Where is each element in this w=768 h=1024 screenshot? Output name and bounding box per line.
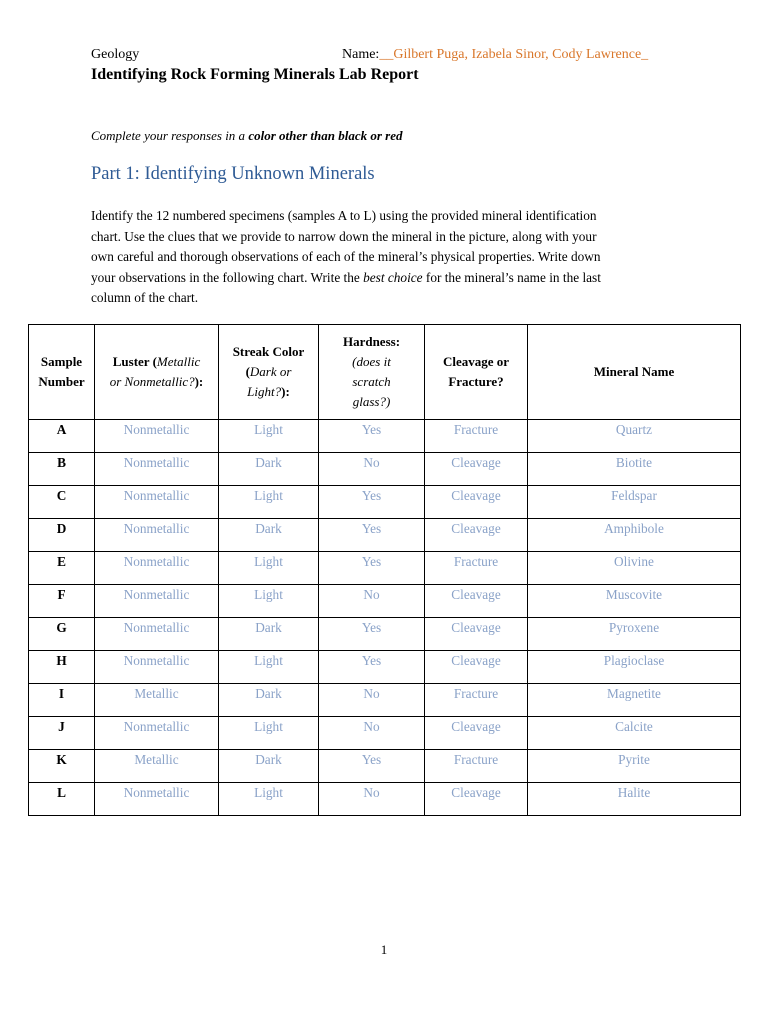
instructions <box>91 128 403 144</box>
streak-cell: Light <box>219 651 319 684</box>
table-row <box>29 618 741 651</box>
mineral-cell: Olivine <box>528 552 741 585</box>
sample-cell: I <box>29 684 95 717</box>
table-row <box>29 585 741 618</box>
mineral-cell: Biotite <box>528 453 741 486</box>
luster-cell: Nonmetallic <box>95 717 219 750</box>
sample-cell: E <box>29 552 95 585</box>
luster-cell: Metallic <box>95 750 219 783</box>
cleavage-cell: Fracture <box>425 420 528 453</box>
luster-cell: Nonmetallic <box>95 486 219 519</box>
header-cleavage: Cleavage or Fracture? <box>425 325 528 420</box>
mineral-cell: Feldspar <box>528 486 741 519</box>
student-names: __Gilbert Puga, Izabela Sinor, Cody Lawrence_ <box>379 47 649 62</box>
streak-cell: Dark <box>219 684 319 717</box>
header-sample: Sample Number <box>29 325 95 420</box>
luster-cell: Nonmetallic <box>95 420 219 453</box>
instructions-emphasis: color other than black or red <box>248 128 403 143</box>
para-italic: best choice <box>363 269 423 285</box>
table-row <box>29 750 741 783</box>
hardness-cell: Yes <box>319 552 425 585</box>
mineral-cell: Muscovite <box>528 585 741 618</box>
luster-cell: Nonmetallic <box>95 519 219 552</box>
cleavage-cell: Cleavage <box>425 618 528 651</box>
hardness-cell: No <box>319 585 425 618</box>
hardness-cell: Yes <box>319 519 425 552</box>
mineral-cell: Pyrite <box>528 750 741 783</box>
para-line: Identify the 12 numbered specimens (samples A to L) using the provided mineral identification <box>91 208 597 223</box>
part1-heading: Part 1: Identifying Unknown Minerals <box>91 164 375 184</box>
luster-cell: Nonmetallic <box>95 651 219 684</box>
sample-cell: G <box>29 618 95 651</box>
luster-cell: Nonmetallic <box>95 618 219 651</box>
cleavage-cell: Cleavage <box>425 717 528 750</box>
streak-cell: Dark <box>219 453 319 486</box>
para-line: column of the chart. <box>91 290 199 305</box>
table-body <box>29 420 741 816</box>
para-line: chart. Use the clues that we provide to narrow down the mineral in the picture, along with your <box>91 228 597 244</box>
sample-cell: A <box>29 420 95 453</box>
sample-cell: F <box>29 585 95 618</box>
hardness-cell: Yes <box>319 651 425 684</box>
table-row <box>29 651 741 684</box>
mineral-cell: Magnetite <box>528 684 741 717</box>
minerals-table <box>28 324 741 816</box>
para-line-4-start: your observations in the following chart. Write the <box>91 269 364 285</box>
page-number: 1 <box>380 942 388 957</box>
hardness-cell: No <box>319 783 425 816</box>
hardness-cell: Yes <box>319 750 425 783</box>
mineral-cell: Plagioclase <box>528 651 741 684</box>
hardness-cell: Yes <box>319 486 425 519</box>
header-mineral: Mineral Name <box>528 325 741 420</box>
course-label: Geology <box>91 47 140 62</box>
streak-cell: Light <box>219 486 319 519</box>
para-line-4-tail: for the mineral’s name in the last <box>422 269 601 285</box>
name-label: Name: <box>342 47 380 62</box>
sample-cell: K <box>29 750 95 783</box>
hardness-cell: Yes <box>319 420 425 453</box>
cleavage-cell: Cleavage <box>425 585 528 618</box>
part1-paragraph <box>91 206 681 309</box>
table-row <box>29 552 741 585</box>
name-line <box>342 47 648 63</box>
sample-cell: C <box>29 486 95 519</box>
table-row <box>29 684 741 717</box>
streak-cell: Light <box>219 585 319 618</box>
sample-cell: J <box>29 717 95 750</box>
cleavage-cell: Cleavage <box>425 486 528 519</box>
streak-cell: Light <box>219 717 319 750</box>
streak-cell: Light <box>219 552 319 585</box>
hardness-cell: No <box>319 453 425 486</box>
hardness-cell: No <box>319 684 425 717</box>
table-header-row <box>29 325 741 420</box>
mineral-cell: Calcite <box>528 717 741 750</box>
page-title: Identifying Rock Forming Minerals Lab Report <box>91 66 419 83</box>
table-row <box>29 519 741 552</box>
instructions-prefix: Complete your responses in a <box>91 128 249 143</box>
streak-cell: Dark <box>219 750 319 783</box>
table-row <box>29 486 741 519</box>
table-row <box>29 420 741 453</box>
streak-cell: Light <box>219 420 319 453</box>
cleavage-cell: Cleavage <box>425 453 528 486</box>
header-streak: Streak Color (Dark or Light?): <box>219 325 319 420</box>
cleavage-cell: Fracture <box>425 684 528 717</box>
sample-cell: L <box>29 783 95 816</box>
streak-cell: Dark <box>219 618 319 651</box>
cleavage-cell: Cleavage <box>425 519 528 552</box>
mineral-cell: Halite <box>528 783 741 816</box>
para-line <box>91 268 681 289</box>
hardness-cell: No <box>319 717 425 750</box>
table-row <box>29 783 741 816</box>
mineral-cell: Amphibole <box>528 519 741 552</box>
hardness-cell: Yes <box>319 618 425 651</box>
streak-cell: Dark <box>219 519 319 552</box>
cleavage-cell: Cleavage <box>425 651 528 684</box>
mineral-cell: Pyroxene <box>528 618 741 651</box>
streak-cell: Light <box>219 783 319 816</box>
sample-cell: D <box>29 519 95 552</box>
table-row <box>29 717 741 750</box>
luster-cell: Nonmetallic <box>95 585 219 618</box>
luster-cell: Nonmetallic <box>95 783 219 816</box>
header-luster: Luster (Metallic or Nonmetallic?): <box>95 325 219 420</box>
header-hardness: Hardness: (does it scratch glass?) <box>319 325 425 420</box>
luster-cell: Metallic <box>95 684 219 717</box>
mineral-cell: Quartz <box>528 420 741 453</box>
cleavage-cell: Fracture <box>425 552 528 585</box>
sample-cell: H <box>29 651 95 684</box>
cleavage-cell: Cleavage <box>425 783 528 816</box>
cleavage-cell: Fracture <box>425 750 528 783</box>
luster-cell: Nonmetallic <box>95 552 219 585</box>
luster-cell: Nonmetallic <box>95 453 219 486</box>
table-row <box>29 453 741 486</box>
sample-cell: B <box>29 453 95 486</box>
para-line: own careful and thorough observations of each of the mineral’s physical properties. Write down <box>91 249 601 264</box>
